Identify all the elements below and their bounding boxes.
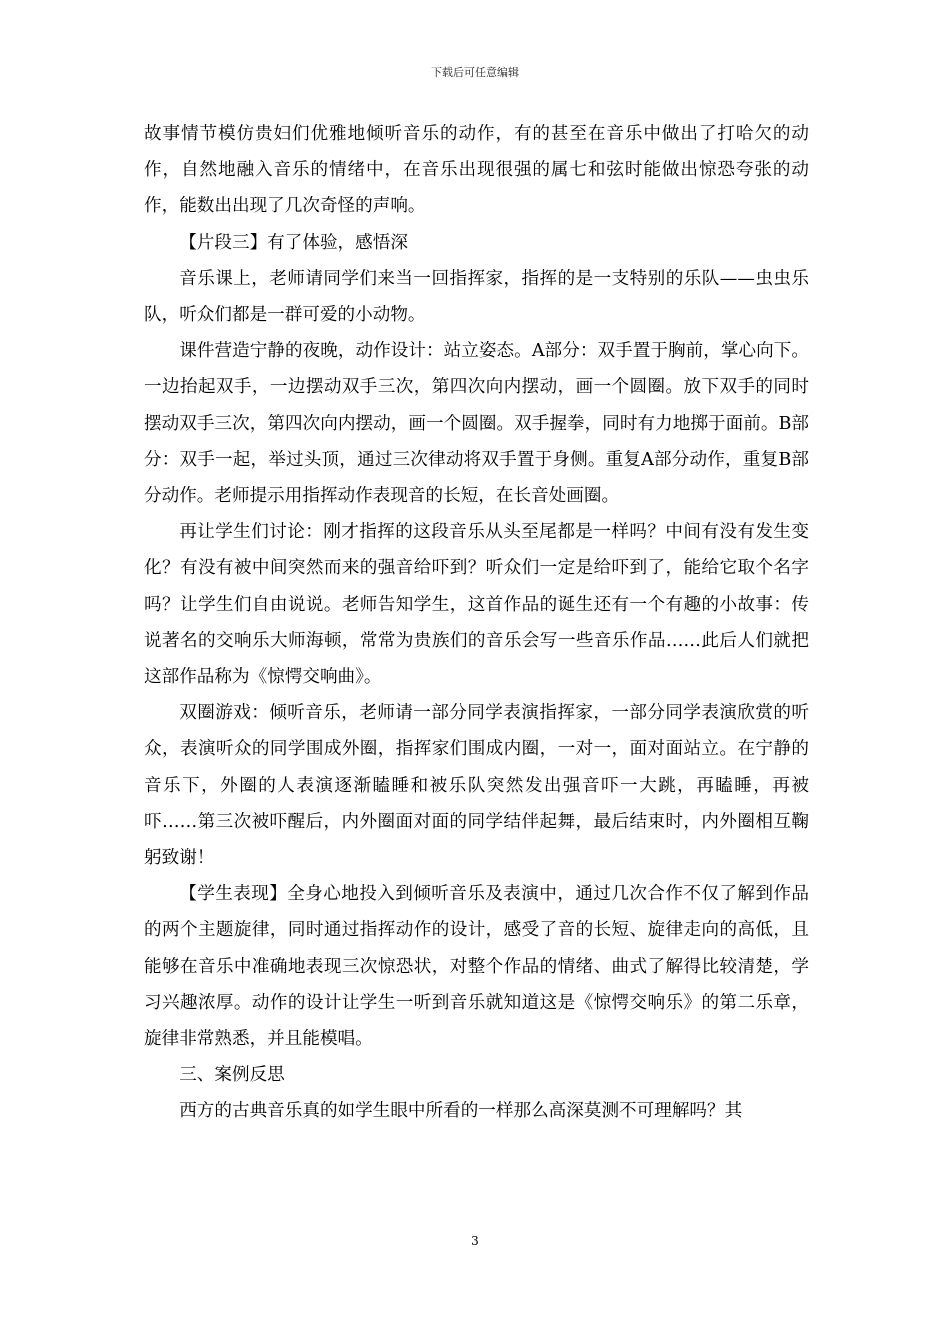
paragraph-music-class: 音乐课上，老师请同学们来当一回指挥家，指挥的是一支特别的乐队——虫虫乐队，听众们都是一群可爱的小动物。 xyxy=(144,268,809,326)
page-header: 下载后可任意编辑 xyxy=(431,66,519,79)
paragraph-story-continuation: 故事情节模仿贵妇们优雅地倾听音乐的动作，有的甚至在音乐中做出了打哈欠的动作，自然地融入音乐的情绪中，在音乐出现很强的属七和弦时能做出惊恐夸张的动作，能数出出现了几次奇怪的声响。 xyxy=(144,124,809,217)
page-number: 3 xyxy=(471,1234,479,1248)
paragraph-action-design: 课件营造宁静的夜晚，动作设计：站立姿态。A部分：双手置于胸前，掌心向下。一边抬起双手，一边摆动双手三次，第四次向内摆动，画一个圆圈。放下双手的同时摆动双手三次，第四次向内摆动，画一个圆圈。双手握拳，同时有力地掷于面前。B部分：双手一起，举过头顶，通过三次律动将双手置于身侧。重复A部分动作，重复B部分动作。老师提示用指挥动作表现音的长短，在长音处画圈。 xyxy=(144,341,809,507)
paragraph-student-performance: 【学生表现】全身心地投入到倾听音乐及表演中，通过几次合作不仅了解到作品的两个主题旋律，同时通过指挥动作的设计，感受了音的长短、旋律走向的高低，且能够在音乐中准确地表现三次惊恐状，对整个作品的情绪、曲式了解得比较清楚，学习兴趣浓厚。动作的设计让学生一听到音乐就知道这是《惊愕交响乐》的第二乐章，旋律非常熟悉，并且能模唱。 xyxy=(144,884,809,1050)
document-body xyxy=(144,116,809,1130)
section-heading-fragment-three: 【片段三】有了体验，感悟深 xyxy=(179,232,408,253)
paragraph-reflection-start: 西方的古典音乐真的如学生眼中所看的一样那么高深莫测不可理解吗？其 xyxy=(179,1101,743,1122)
paragraph-double-circle-game: 双圈游戏：倾听音乐，老师请一部分同学表演指挥家，一部分同学表演欣赏的听众，表演听众的同学围成外圈，指挥家们围成内圈，一对一，面对面站立。在宁静的音乐下，外圈的人表演逐渐瞌睡和被乐队突然发出强音吓一大跳，再瞌睡，再被吓……第三次被吓醒后，内外圈面对面的同学结伴起舞，最后结束时，内外圈相互鞠躬致谢！ xyxy=(144,703,809,869)
section-heading-case-reflection: 三、案例反思 xyxy=(179,1065,285,1086)
paragraph-discussion: 再让学生们讨论：刚才指挥的这段音乐从头至尾都是一样吗？中间有没有发生变化？有没有被中间突然而来的强音给吓到？听众们一定是给吓到了，能给它取个名字吗？让学生们自由说说。老师告知学生，这首作品的诞生还有一个有趣的小故事：传说著名的交响乐大师海顿，常常为贵族们的音乐会写一些音乐作品……此后人们就把这部作品称为《惊愕交响曲》。 xyxy=(144,522,809,688)
